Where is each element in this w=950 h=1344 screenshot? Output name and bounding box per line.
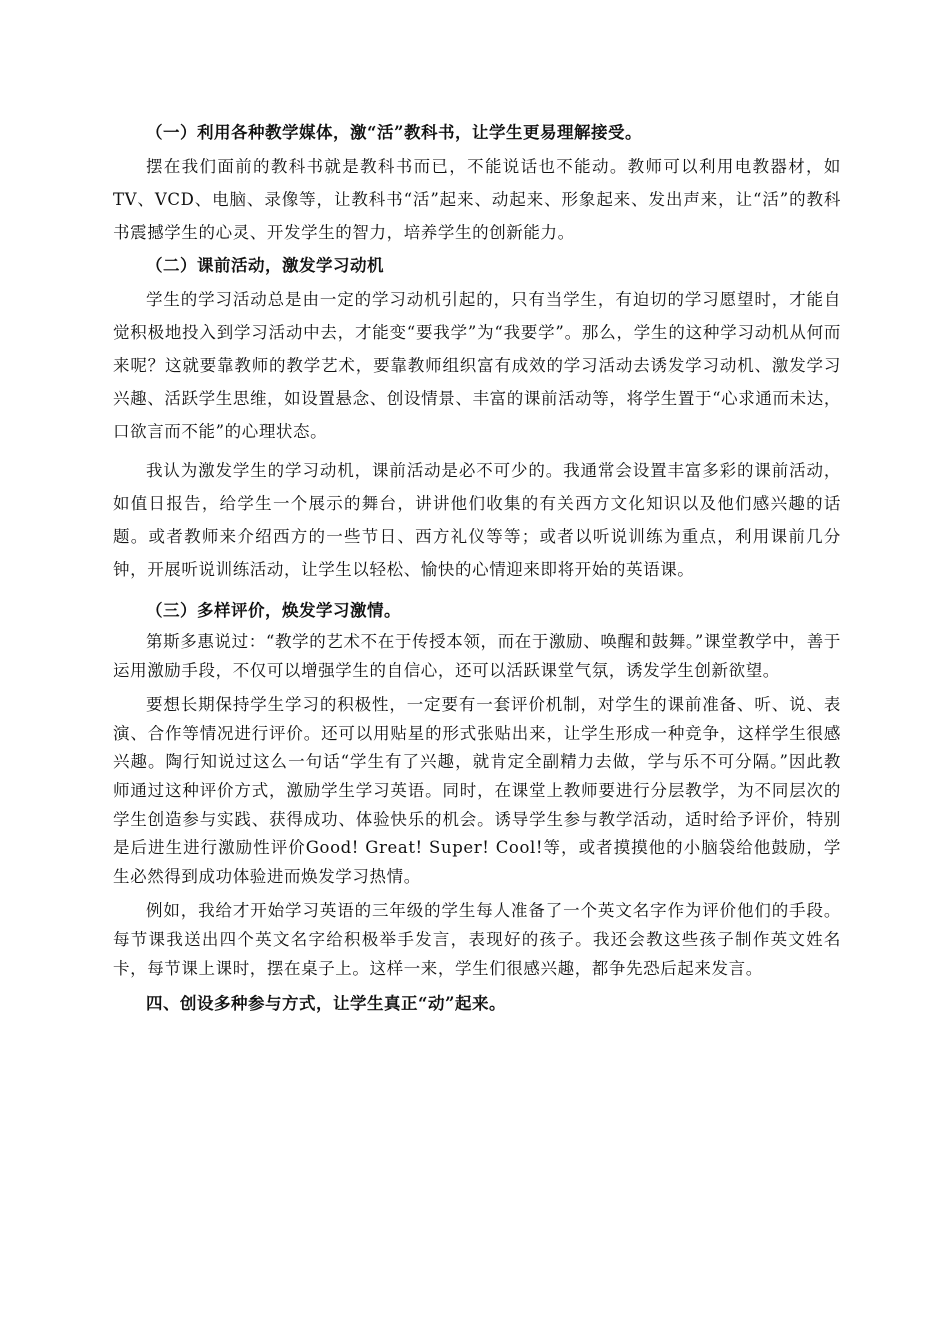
section-heading-4: 四、创设多种参与方式，让学生真正“动”起来。 [146,994,506,1014]
paragraph-motivation: 学生的学习活动总是由一定的学习动机引起的，只有当学生，有迫切的学习愿望时，才能自觉积极地投入到学习活动中去，才能变“要我学”为“我要学”。那么，学生的这种学习动机从何而来呢？这就要靠教师的教学艺术，要靠教师组织富有成效的学习活动去诱发学习动机、激发学习兴趣、活跃学生思维，如设置悬念、创设情景、丰富的课前活动等，将学生置于“心求通而未达，口欲言而不能”的心理状态。 [113,290,841,441]
section-heading-2: （二）课前活动，激发学习动机 [146,256,384,275]
paragraph-example: 例如，我给才开始学习英语的三年级的学生每人准备了一个英文名字作为评价他们的手段。每节课我送出四个英文名字给积极举手发言，表现好的孩子。我还会教这些孩子制作英文姓名卡，每节课上课时，摆在桌子上。这样一来，学生们很感兴趣，都争先恐后起来发言。 [113,901,841,978]
section-heading-3: （三）多样评价，焕发学习激情。 [146,601,401,620]
paragraph-media: 摆在我们面前的教科书就是教科书而已，不能说话也不能动。教师可以利用电教器材，如TV、VCD、电脑、录像等，让教科书“活”起来、动起来、形象起来、发出声来，让“活”的教科书震撼学生的心灵、开发学生的智力，培养学生的创新能力。 [113,157,841,242]
document-body [113,118,841,1019]
section-heading-1: （一）利用各种教学媒体，激“活”教科书，让学生更易理解接受。 [146,123,642,142]
paragraph-evaluation: 要想长期保持学生学习的积极性，一定要有一套评价机制，对学生的课前准备、听、说、表演、合作等情况进行评价。还可以用贴星的形式张贴出来，让学生形成一种竞争，这样学生很感兴趣。陶行知说过这么一句话“学生有了兴趣，就肯定全副精力去做，学与乐不可分隔。”因此教师通过这种评价方式，激励学生学习英语。同时，在课堂上教师要进行分层教学，为不同层次的学生创造参与实践、获得成功、体验快乐的机会。诱导学生参与教学活动，适时给予评价，特别是后进生进行激励性评价Good! Great! Super! Cool!等，或者摸摸他的小脑袋给他鼓励，学生必然得到成功体验进而焕发学习热情。 [113,695,841,886]
paragraph-quote: 第斯多惠说过：“教学的艺术不在于传授本领，而在于激励、唤醒和鼓舞。”课堂教学中，善于运用激励手段，不仅可以增强学生的自信心，还可以活跃课堂气氛，诱发学生创新欲望。 [113,632,841,680]
paragraph-pre-class-activities: 我认为激发学生的学习动机，课前活动是必不可少的。我通常会设置丰富多彩的课前活动，如值日报告，给学生一个展示的舞台，讲讲他们收集的有关西方文化知识以及他们感兴趣的话题。或者教师来介绍西方的一些节日、西方礼仪等等；或者以听说训练为重点，利用课前几分钟，开展听说训练活动，让学生以轻松、愉快的心情迎来即将开始的英语课。 [113,461,841,579]
